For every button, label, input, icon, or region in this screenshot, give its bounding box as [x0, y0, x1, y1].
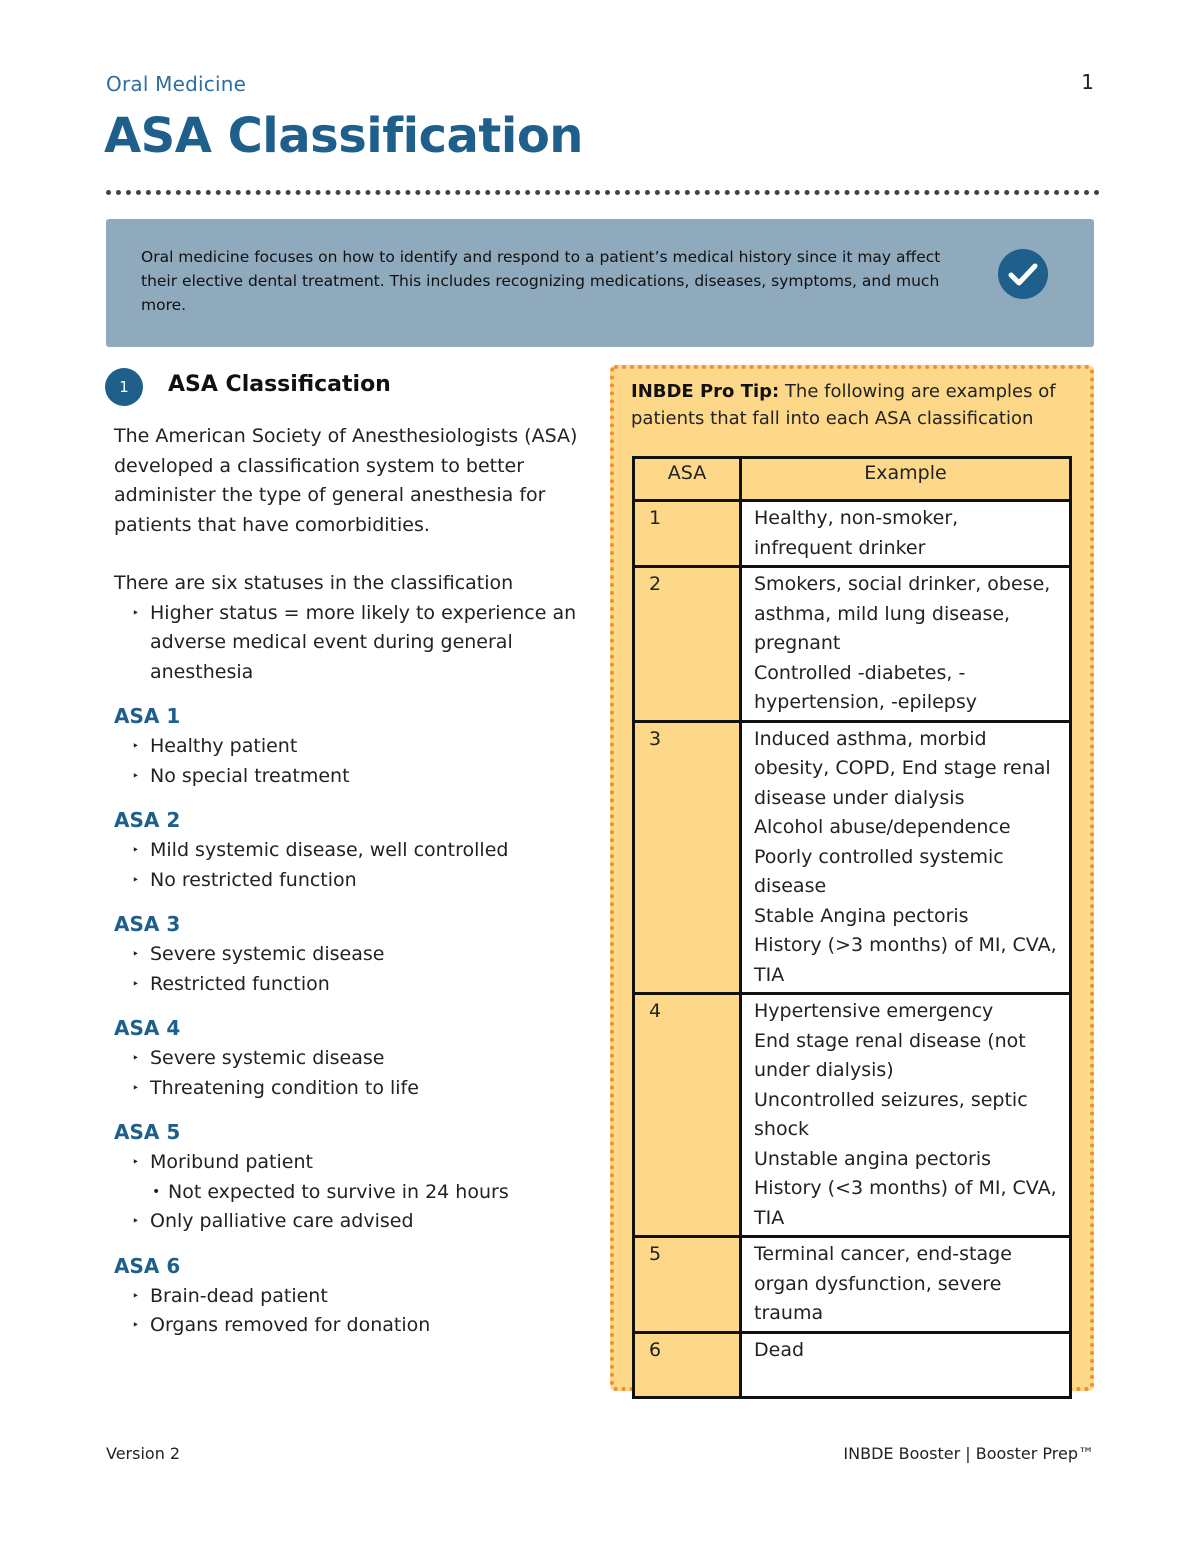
list-item: ‣ No restricted function [132, 868, 357, 891]
list-item: ‣ Moribund patient [132, 1151, 313, 1173]
pro-tip-text [631, 378, 1071, 432]
asa-heading: ASA 6 [114, 1253, 181, 1278]
intro-paragraph: The American Society of Anesthesiologists (ASA) developed a classification system to better administer the type of general anesthesia for patients that have comorbidities. [114, 425, 578, 536]
example-cell: Induced asthma, morbid obesity, COPD, End stage renal disease under dialysis Alcohol abuse/dependence Poorly controlled systemic disease Stable Angina pectoris History (>3 months) of MI, CVA, TIA [741, 721, 1071, 994]
list-item: ‣ Healthy patient [132, 735, 298, 757]
list-item: ‣ No special treatment [132, 764, 350, 787]
table-row [634, 994, 1071, 1237]
list-item: ‣ Higher status = more likely to experience an adverse medical event during general anesthesia [132, 601, 577, 683]
table-row [634, 1237, 1071, 1333]
asa-heading: ASA 2 [114, 808, 181, 832]
check-circle-icon [998, 249, 1048, 299]
list-item: ‣ Brain-dead patient [132, 1284, 328, 1307]
asa-cell: 3 [634, 721, 741, 994]
asa-cell: 6 [634, 1332, 741, 1397]
list-item: ‣ Threatening condition to life [132, 1076, 419, 1099]
pro-tip-body: The following are examples of patients that fall into each ASA classification [631, 381, 1056, 429]
list-item: ‣ Severe systemic disease [132, 943, 385, 965]
intro-text: Oral medicine focuses on how to identify and respond to a patient’s medical history since it may affect their elective dental treatment. This includes recognizing medications, diseases, symptoms, and much more. [141, 248, 941, 314]
column-header-example: Example [741, 458, 1071, 501]
subject-label: Oral Medicine [106, 72, 247, 96]
example-cell: Dead [741, 1332, 1071, 1397]
example-cell: Terminal cancer, end-stage organ dysfunction, severe trauma [741, 1237, 1071, 1333]
asa-heading: ASA 3 [114, 912, 181, 936]
example-cell: Smokers, social drinker, obese, asthma, mild lung disease, pregnant Controlled -diabetes, -hypertension, -epilepsy [741, 567, 1071, 722]
column-header-asa: ASA [634, 458, 741, 501]
sub-list-item: • Not expected to survive in 24 hours [152, 1180, 509, 1203]
list-item: ‣ Restricted function [132, 972, 330, 995]
example-cell: Healthy, non-smoker, infrequent drinker [741, 501, 1071, 567]
dotted-divider [106, 190, 1100, 195]
asa-heading: ASA 1 [114, 704, 181, 728]
example-cell: Hypertensive emergency End stage renal disease (not under dialysis) Uncontrolled seizures, septic shock Unstable angina pectoris History (<3 months) of MI, CVA, TIA [741, 994, 1071, 1237]
section-body [114, 422, 584, 1341]
section-title: ASA Classification [168, 372, 391, 397]
asa-examples-table [632, 456, 1072, 1399]
page-number: 1 [1081, 70, 1094, 94]
table-row [634, 567, 1071, 722]
table-row [634, 721, 1071, 994]
list-item: ‣ Mild systemic disease, well controlled [132, 839, 509, 861]
list-item: ‣ Only palliative care advised [132, 1210, 414, 1232]
asa-cell: 2 [634, 567, 741, 722]
list-item: ‣ Organs removed for donation [132, 1314, 431, 1336]
asa-cell: 5 [634, 1237, 741, 1333]
statuses-paragraph: There are six statuses in the classification [114, 572, 514, 594]
footer-brand: INBDE Booster | Booster Prep™ [843, 1444, 1094, 1463]
asa-cell: 1 [634, 501, 741, 567]
table-header-row [634, 458, 1071, 501]
footer-version: Version 2 [106, 1444, 181, 1463]
table-row [634, 501, 1071, 567]
page-title: ASA Classification [104, 108, 583, 164]
asa-heading: ASA 5 [114, 1120, 181, 1144]
asa-cell: 4 [634, 994, 741, 1237]
list-item: ‣ Severe systemic disease [132, 1047, 385, 1069]
pro-tip-label: INBDE Pro Tip: [631, 381, 780, 402]
intro-box [106, 219, 1094, 347]
asa-heading: ASA 4 [114, 1016, 181, 1040]
section-number-badge: 1 [105, 368, 143, 406]
table-row [634, 1332, 1071, 1397]
